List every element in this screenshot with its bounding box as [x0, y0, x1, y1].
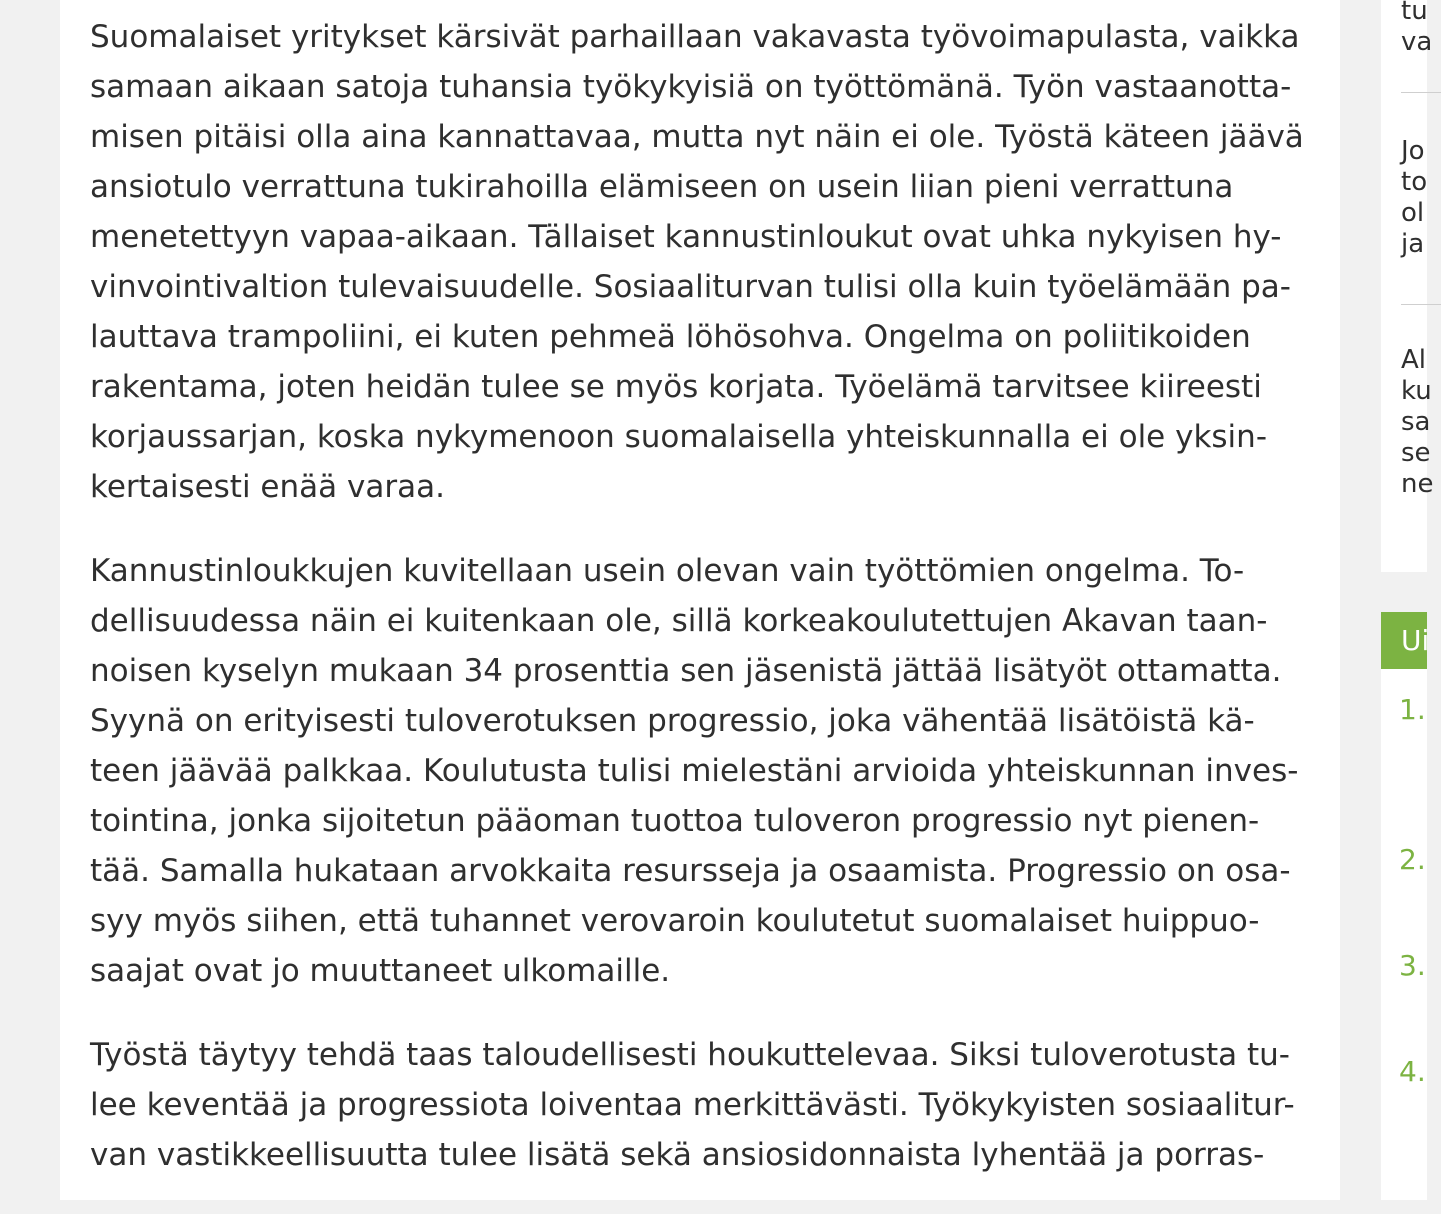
sidebar-teaser[interactable]: [1401, 345, 1433, 500]
sidebar-teaser-line: tu: [1401, 0, 1428, 26]
divider: [1401, 304, 1441, 305]
sidebar-section-header: Ui: [1381, 612, 1427, 669]
sidebar-teaser-line: ja: [1401, 229, 1425, 259]
article-panel: [60, 0, 1340, 1200]
text-line: van vastikkeellisuutta tulee lisätä sekä ansiosidonnaista lyhentää ja porras-: [90, 1137, 1265, 1173]
sidebar-teaser-line: se: [1401, 438, 1431, 468]
text-line: lauttava trampoliini, ei kuten pehmeä löhösohva. Ongelma on poliitikoiden: [90, 319, 1251, 355]
sidebar-teaser-line: Al: [1401, 345, 1427, 375]
sidebar-teaser-line: Jo: [1401, 136, 1425, 166]
sidebar-teaser-line: ne: [1401, 469, 1434, 499]
sidebar-teaser-line: ol: [1401, 198, 1425, 228]
text-line: menetettyyn vapaa-aikaan. Tällaiset kannustinloukut ovat uhka nykyisen hy-: [90, 219, 1282, 255]
text-line: rakentama, joten heidän tulee se myös korjata. Työelämä tarvitsee kiireesti: [90, 369, 1262, 405]
text-line: Syynä on erityisesti tuloverotuksen progressio, joka vähentää lisätöistä kä-: [90, 703, 1255, 739]
text-line: tointina, jonka sijoitetun pääoman tuottoa tuloveron progressio nyt pienen-: [90, 803, 1260, 839]
text-line: Suomalaiset yritykset kärsivät parhaillaan vakavasta työvoimapulasta, vaikka: [90, 19, 1300, 55]
text-line: vinvointivaltion tulevaisuudelle. Sosiaaliturvan tulisi olla kuin työelämään pa-: [90, 269, 1291, 305]
text-line: tää. Samalla hukataan arvokkaita resursseja ja osaamista. Progressio on osa-: [90, 853, 1291, 889]
sidebar-teaser-line: ku: [1401, 376, 1432, 406]
text-line: dellisuudessa näin ei kuitenkaan ole, sillä korkeakoulutettujen Akavan taan-: [90, 603, 1268, 639]
text-line: kertaisesti enää varaa.: [90, 469, 445, 505]
text-line: misen pitäisi olla aina kannattavaa, mutta nyt näin ei ole. Työstä käteen jäävä: [90, 119, 1304, 155]
sidebar-teaser-line: va: [1401, 27, 1433, 57]
text-line: korjaussarjan, koska nykymenoon suomalaisella yhteiskunnalla ei ole yksin-: [90, 419, 1268, 455]
list-item-number[interactable]: 4.: [1399, 1055, 1426, 1088]
sidebar-teaser[interactable]: [1401, 136, 1427, 260]
text-line: Työstä täytyy tehdä taas taloudellisesti houkuttelevaa. Siksi tuloverotusta tu-: [90, 1037, 1290, 1073]
text-line: syy myös siihen, että tuhannet verovaroin koulutetut suomalaiset huippuo-: [90, 903, 1260, 939]
list-item-number[interactable]: 3.: [1399, 949, 1426, 982]
article-paragraph-1: [90, 12, 1320, 512]
sidebar-teaser-card: [1381, 0, 1434, 572]
sidebar-teaser[interactable]: [1401, 0, 1432, 58]
divider: [1401, 92, 1441, 93]
text-line: saajat ovat jo muuttaneet ulkomaille.: [90, 953, 671, 989]
text-line: teen jäävää palkkaa. Koulutusta tulisi mielestäni arvioida yhteiskunnan inves-: [90, 753, 1299, 789]
sidebar-teaser-line: sa: [1401, 407, 1431, 437]
text-line: lee keventää ja progressiota loiventaa merkittävästi. Työkykyisten sosiaalitur-: [90, 1087, 1295, 1123]
text-line: samaan aikaan satoja tuhansia työkykyisiä on työttömänä. Työn vastaanotta-: [90, 69, 1292, 105]
text-line: ansiotulo verrattuna tukirahoilla elämiseen on usein liian pieni verrattuna: [90, 169, 1234, 205]
article-body: [90, 12, 1320, 1214]
list-item-number[interactable]: 1.: [1399, 693, 1426, 726]
article-paragraph-2: [90, 546, 1320, 996]
text-line: noisen kyselyn mukaan 34 prosenttia sen jäsenistä jättää lisätyöt ottamatta.: [90, 653, 1282, 689]
sidebar: [1381, 0, 1434, 1200]
article-paragraph-3: [90, 1030, 1320, 1180]
sidebar-teaser-line: to: [1401, 167, 1428, 197]
sidebar-ranked-list: [1381, 669, 1427, 1200]
list-item-number[interactable]: 2.: [1399, 843, 1426, 876]
text-line: Kannustinloukkujen kuvitellaan usein olevan vain työttömien ongelma. To-: [90, 553, 1245, 589]
